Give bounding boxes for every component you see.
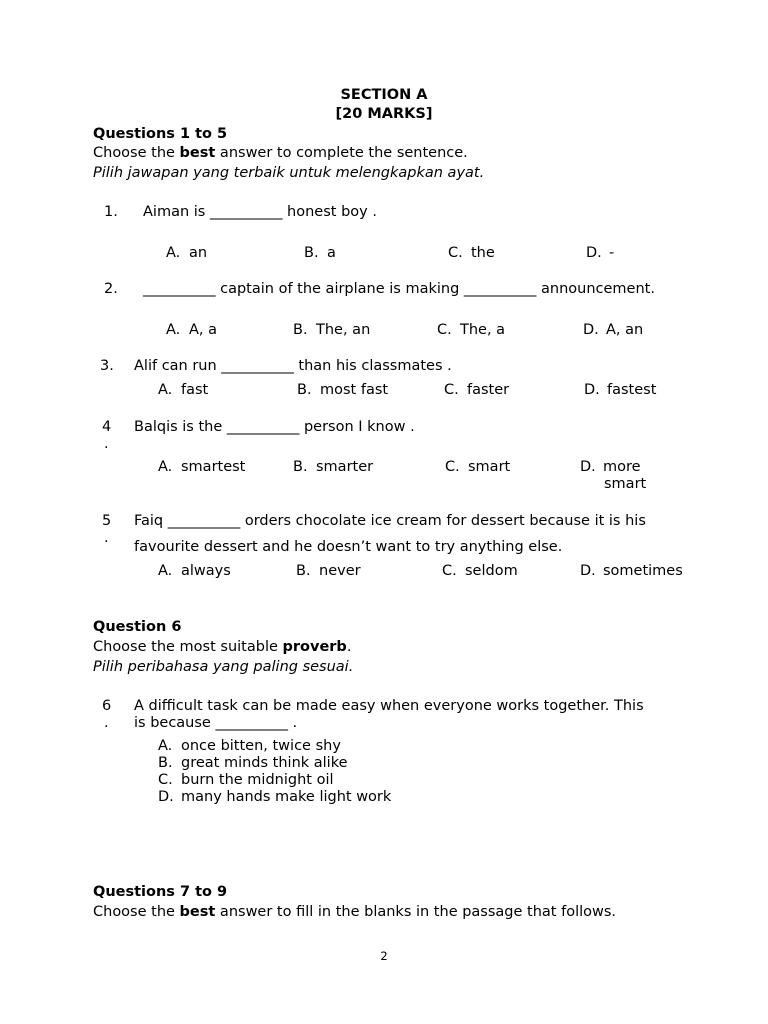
option-text: the (471, 245, 495, 261)
option-a (158, 563, 231, 579)
option-text: always (181, 563, 231, 579)
option-text: more (603, 459, 641, 475)
question-text: is because __________ . (134, 715, 298, 731)
option-text: A, an (606, 322, 644, 338)
option-text: fast (181, 382, 209, 398)
option-letter: D. (580, 563, 596, 579)
option-letter: D. (583, 322, 599, 338)
option-c (444, 382, 509, 398)
option-letter: C. (445, 459, 460, 475)
question-number: 6 (102, 698, 112, 714)
option-letter: D. (580, 459, 596, 475)
option-b (293, 322, 370, 338)
question-text: Alif can run __________ than his classmates . (134, 358, 452, 374)
option-letter: D. (584, 382, 600, 398)
instruction-emphasis: proverb (282, 639, 347, 655)
option-d (158, 789, 391, 805)
option-a (158, 459, 245, 475)
option-letter: A. (158, 563, 173, 579)
question-text: A difficult task can be made easy when everyone works together. This (134, 698, 644, 714)
question-text: favourite dessert and he doesn’t want to try anything else. (134, 539, 563, 555)
option-c (442, 563, 518, 579)
question-number-dot: . (104, 530, 109, 546)
instruction-text: answer to complete the sentence. (215, 145, 468, 161)
option-b (293, 459, 373, 475)
questions-7-9-heading: Questions 7 to 9 (93, 884, 228, 900)
option-letter: B. (297, 382, 312, 398)
option-d (580, 459, 641, 475)
option-text: smartest (181, 459, 246, 475)
option-text: The, a (460, 322, 506, 338)
option-a (166, 322, 217, 338)
option-letter: A. (158, 738, 173, 754)
instruction-text: . (346, 639, 352, 655)
question-number-dot: . (104, 715, 109, 731)
option-d (584, 382, 656, 398)
option-letter: D. (158, 789, 174, 805)
option-d (580, 563, 683, 579)
page-number: 2 (380, 949, 388, 963)
question-number: 3. (100, 358, 114, 374)
option-letter: A. (158, 459, 173, 475)
option-b (296, 563, 361, 579)
option-text: smarter (316, 459, 374, 475)
question-number: 4 (102, 419, 112, 435)
option-text: seldom (465, 563, 518, 579)
option-c (158, 772, 334, 788)
instruction-text: Choose the (93, 145, 180, 161)
question-number: 1. (104, 204, 118, 220)
option-text: once bitten, twice shy (181, 738, 341, 754)
option-text: burn the midnight oil (181, 772, 334, 788)
option-letter: B. (158, 755, 173, 771)
option-letter: B. (293, 459, 308, 475)
instruction-text: Choose the most suitable (93, 639, 283, 655)
option-letter: A. (158, 382, 173, 398)
instruction-text: Choose the (93, 904, 180, 920)
option-letter: C. (437, 322, 452, 338)
option-text: faster (467, 382, 510, 398)
option-text: a (327, 245, 336, 261)
instruction-malay: Pilih jawapan yang terbaik untuk melengkapkan ayat. (93, 165, 485, 181)
section-title: SECTION A (340, 87, 428, 103)
option-text: The, an (316, 322, 371, 338)
option-text: fastest (607, 382, 657, 398)
option-letter: C. (444, 382, 459, 398)
option-b (304, 245, 336, 261)
option-d (586, 245, 614, 261)
option-text: many hands make light work (181, 789, 392, 805)
option-letter: B. (304, 245, 319, 261)
option-letter: B. (296, 563, 311, 579)
option-letter: C. (448, 245, 463, 261)
option-text: great minds think alike (181, 755, 348, 771)
instruction-emphasis: best (179, 145, 216, 161)
option-a (158, 382, 208, 398)
option-a (158, 738, 341, 754)
instruction-line (93, 639, 351, 655)
option-letter: A. (166, 322, 181, 338)
option-letter: A. (166, 245, 181, 261)
instruction-line (93, 904, 616, 920)
question-number: 2. (104, 281, 118, 297)
option-letter: C. (158, 772, 173, 788)
instruction-line (93, 145, 468, 161)
instruction-text: answer to fill in the blanks in the passage that follows. (215, 904, 617, 920)
option-d (583, 322, 643, 338)
option-a (166, 245, 207, 261)
option-text: never (319, 563, 361, 579)
option-text: most fast (320, 382, 389, 398)
instruction-malay: Pilih peribahasa yang paling sesuai. (93, 659, 354, 675)
question-number-dot: . (104, 436, 109, 452)
option-text: an (189, 245, 208, 261)
question-text: Aiman is __________ honest boy . (143, 204, 377, 220)
option-letter: D. (586, 245, 602, 261)
option-text: A, a (189, 322, 218, 338)
option-letter: B. (293, 322, 308, 338)
section-marks: [20 MARKS] (335, 106, 433, 122)
question-text: Balqis is the __________ person I know . (134, 419, 415, 435)
option-b (158, 755, 348, 771)
option-text-continued: smart (604, 476, 647, 492)
option-letter: C. (442, 563, 457, 579)
instruction-emphasis: best (179, 904, 216, 920)
question-text: Faiq __________ orders chocolate ice cream for dessert because it is his (134, 513, 646, 529)
option-b (297, 382, 388, 398)
option-text: smart (468, 459, 511, 475)
question-6-heading: Question 6 (93, 619, 182, 635)
option-text: - (609, 245, 615, 261)
question-text: __________ captain of the airplane is making __________ announcement. (143, 281, 655, 297)
question-number: 5 (102, 513, 112, 529)
questions-1-5-heading: Questions 1 to 5 (93, 126, 228, 142)
option-c (437, 322, 505, 338)
option-c (448, 245, 495, 261)
option-text: sometimes (603, 563, 683, 579)
option-c (445, 459, 510, 475)
